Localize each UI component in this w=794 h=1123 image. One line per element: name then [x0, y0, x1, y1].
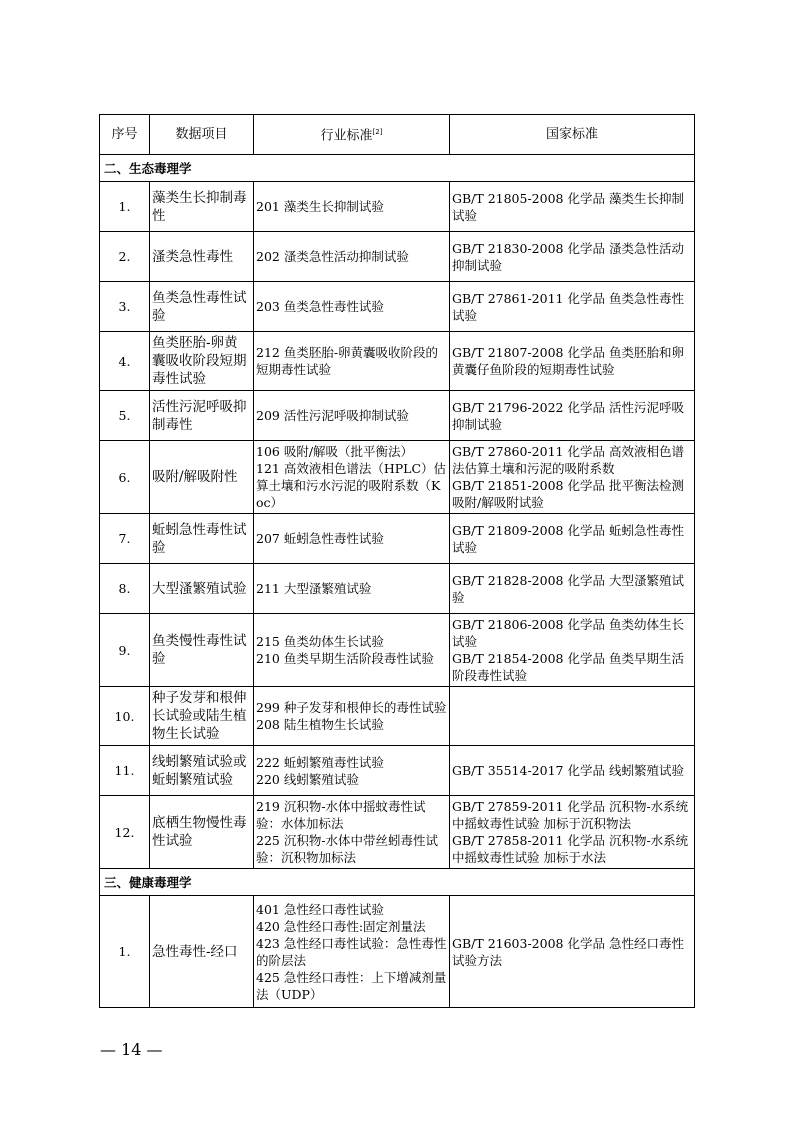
industry-standard-entry: 222 蚯蚓繁殖毒性试验 — [256, 754, 384, 770]
industry-standard-cell — [254, 182, 450, 232]
national-standard-cell — [450, 896, 695, 1008]
footnote-marker: [2] — [372, 128, 383, 137]
national-standard-entry: GB/T 21807-2008 化学品 鱼类胚胎和卵黄囊仔鱼阶段的短期毒性试验 — [452, 345, 684, 377]
national-standard-entry: GB/T 21806-2008 化学品 鱼类幼体生长试验 — [452, 617, 684, 649]
table-row — [100, 182, 695, 232]
national-standard-cell — [450, 391, 695, 441]
data-item-cell: 鱼类胚胎-卵黄囊吸收阶段短期毒性试验 — [150, 332, 254, 391]
industry-standard-entry: 208 陆生植物生长试验 — [256, 717, 384, 732]
industry-standard-cell — [254, 614, 450, 687]
table-row — [100, 687, 695, 746]
data-item-cell: 藻类生长抑制毒性 — [150, 182, 254, 232]
section-title: 三、健康毒理学 — [100, 869, 695, 896]
row-number: 4. — [100, 332, 150, 391]
industry-standard-entry: 425 急性经口毒性：上下增减剂量法（UDP） — [256, 969, 447, 1002]
section-row — [100, 869, 695, 896]
row-number: 8. — [100, 564, 150, 614]
national-standard-entry: GB/T 21796-2022 化学品 活性污泥呼吸抑制试验 — [452, 399, 684, 432]
industry-standard-cell — [254, 232, 450, 282]
row-number: 11. — [100, 746, 150, 796]
national-standard-entry: GB/T 21854-2008 化学品 鱼类早期生活阶段毒性试验 — [452, 651, 684, 683]
standards-table — [99, 114, 695, 1008]
industry-standard-entry: 212 鱼类胚胎-卵黄囊吸收阶段的短期毒性试验 — [256, 345, 439, 377]
table-row — [100, 232, 695, 282]
industry-standard-entry: 207 蚯蚓急性毒性试验 — [256, 531, 384, 546]
industry-standard-entry: 202 溞类急性活动抑制试验 — [256, 249, 409, 264]
national-standard-entry: GB/T 27861-2011 化学品 鱼类急性毒性试验 — [452, 290, 684, 323]
national-standard-cell — [450, 182, 695, 232]
national-standard-cell — [450, 746, 695, 796]
data-item-cell: 种子发芽和根伸长试验或陆生植物生长试验 — [150, 687, 254, 746]
row-number: 5. — [100, 391, 150, 441]
data-item-cell: 吸附/解吸附性 — [150, 441, 254, 514]
header-data-item: 数据项目 — [150, 115, 254, 155]
national-standard-entry: GB/T 21809-2008 化学品 蚯蚓急性毒性试验 — [452, 522, 684, 555]
industry-standard-cell — [254, 796, 450, 869]
table-row — [100, 746, 695, 796]
national-standard-cell — [450, 282, 695, 332]
table-row — [100, 614, 695, 687]
industry-standard-entry: 215 鱼类幼体生长试验 — [256, 634, 384, 649]
header-national-standard: 国家标准 — [450, 115, 695, 155]
row-number: 1. — [100, 182, 150, 232]
industry-standard-entry: 219 沉积物-水体中摇蚊毒性试验：水体加标法 — [256, 799, 426, 831]
industry-standard-cell — [254, 746, 450, 796]
industry-standard-entry: 121 高效液相色谱法（HPLC）估算土壤和污水污泥的吸附系数（Koc） — [256, 461, 447, 510]
industry-standard-entry: 299 种子发芽和根伸长的毒性试验 — [256, 700, 447, 715]
industry-standard-entry: 201 藻类生长抑制试验 — [256, 199, 384, 214]
row-number: 6. — [100, 441, 150, 514]
data-item-cell: 鱼类慢性毒性试验 — [150, 614, 254, 687]
industry-standard-entry: 220 线蚓繁殖试验 — [256, 771, 359, 787]
table-row — [100, 514, 695, 564]
table-row — [100, 441, 695, 514]
row-number: 3. — [100, 282, 150, 332]
national-standard-entry: GB/T 35514-2017 化学品 线蚓繁殖试验 — [452, 763, 684, 778]
industry-standard-cell — [254, 564, 450, 614]
table-row — [100, 564, 695, 614]
data-item-cell: 活性污泥呼吸抑制毒性 — [150, 391, 254, 441]
national-standard-cell — [450, 232, 695, 282]
section-title: 二、生态毒理学 — [100, 155, 695, 182]
industry-standard-cell — [254, 514, 450, 564]
data-item-cell: 底栖生物慢性毒性试验 — [150, 796, 254, 869]
header-industry-standard — [254, 115, 450, 155]
row-number: 9. — [100, 614, 150, 687]
row-number: 7. — [100, 514, 150, 564]
national-standard-cell — [450, 796, 695, 869]
national-standard-cell — [450, 441, 695, 514]
table-header-row — [100, 115, 695, 155]
industry-standard-cell — [254, 687, 450, 746]
row-number: 12. — [100, 796, 150, 869]
national-standard-cell — [450, 514, 695, 564]
industry-standard-entry: 225 沉积物-水体中带丝蚓毒性试验：沉积物加标法 — [256, 833, 439, 865]
industry-standard-entry: 423 急性经口毒性试验：急性毒性的阶层法 — [256, 935, 447, 968]
industry-standard-entry: 211 大型溞繁殖试验 — [256, 581, 372, 596]
national-standard-entry: GB/T 21851-2008 化学品 批平衡法检测吸附/解吸附试验 — [452, 478, 684, 510]
national-standard-entry: GB/T 21830-2008 化学品 溞类急性活动抑制试验 — [452, 240, 684, 273]
national-standard-entry: GB/T 21828-2008 化学品 大型溞繁殖试验 — [452, 572, 684, 605]
national-standard-entry: GB/T 21805-2008 化学品 藻类生长抑制试验 — [452, 190, 684, 223]
table-row — [100, 896, 695, 1008]
table-row — [100, 796, 695, 869]
national-standard-entry: GB/T 27858-2011 化学品 沉积物-水系统中摇蚊毒性试验 加标于水法 — [452, 833, 689, 865]
national-standard-cell — [450, 687, 695, 746]
data-item-cell: 急性毒性-经口 — [150, 896, 254, 1008]
industry-standard-entry: 420 急性经口毒性:固定剂量法 — [256, 918, 426, 934]
section-row — [100, 155, 695, 182]
national-standard-cell — [450, 614, 695, 687]
data-item-cell: 蚯蚓急性毒性试验 — [150, 514, 254, 564]
data-item-cell: 线蚓繁殖试验或蚯蚓繁殖试验 — [150, 746, 254, 796]
row-number: 2. — [100, 232, 150, 282]
table-body — [100, 155, 695, 1008]
industry-standard-entry: 203 鱼类急性毒性试验 — [256, 299, 384, 314]
data-item-cell: 鱼类急性毒性试验 — [150, 282, 254, 332]
header-industry-label: 行业标准 — [320, 128, 373, 144]
row-number: 10. — [100, 687, 150, 746]
row-number: 1. — [100, 896, 150, 1008]
national-standard-entry: GB/T 27860-2011 化学品 高效液相色谱法估算土壤和污泥的吸附系数 — [452, 444, 684, 476]
national-standard-entry: GB/T 27859-2011 化学品 沉积物-水系统中摇蚊毒性试验 加标于沉积物法 — [452, 799, 689, 831]
header-serial: 序号 — [100, 115, 150, 155]
national-standard-cell — [450, 564, 695, 614]
national-standard-entry: GB/T 21603-2008 化学品 急性经口毒性试验方法 — [452, 935, 684, 968]
page-number: — 14 — — [100, 1040, 163, 1059]
national-standard-cell — [450, 332, 695, 391]
table-row — [100, 332, 695, 391]
industry-standard-entry: 209 活性污泥呼吸抑制试验 — [256, 408, 409, 423]
data-item-cell: 大型溞繁殖试验 — [150, 564, 254, 614]
table-row — [100, 391, 695, 441]
industry-standard-entry: 210 鱼类早期生活阶段毒性试验 — [256, 651, 434, 666]
data-item-cell: 溞类急性毒性 — [150, 232, 254, 282]
industry-standard-cell — [254, 896, 450, 1008]
industry-standard-entry: 401 急性经口毒性试验 — [256, 901, 384, 917]
industry-standard-cell — [254, 332, 450, 391]
industry-standard-entry: 106 吸附/解吸（批平衡法） — [256, 444, 414, 459]
industry-standard-cell — [254, 441, 450, 514]
industry-standard-cell — [254, 391, 450, 441]
table-row — [100, 282, 695, 332]
industry-standard-cell — [254, 282, 450, 332]
